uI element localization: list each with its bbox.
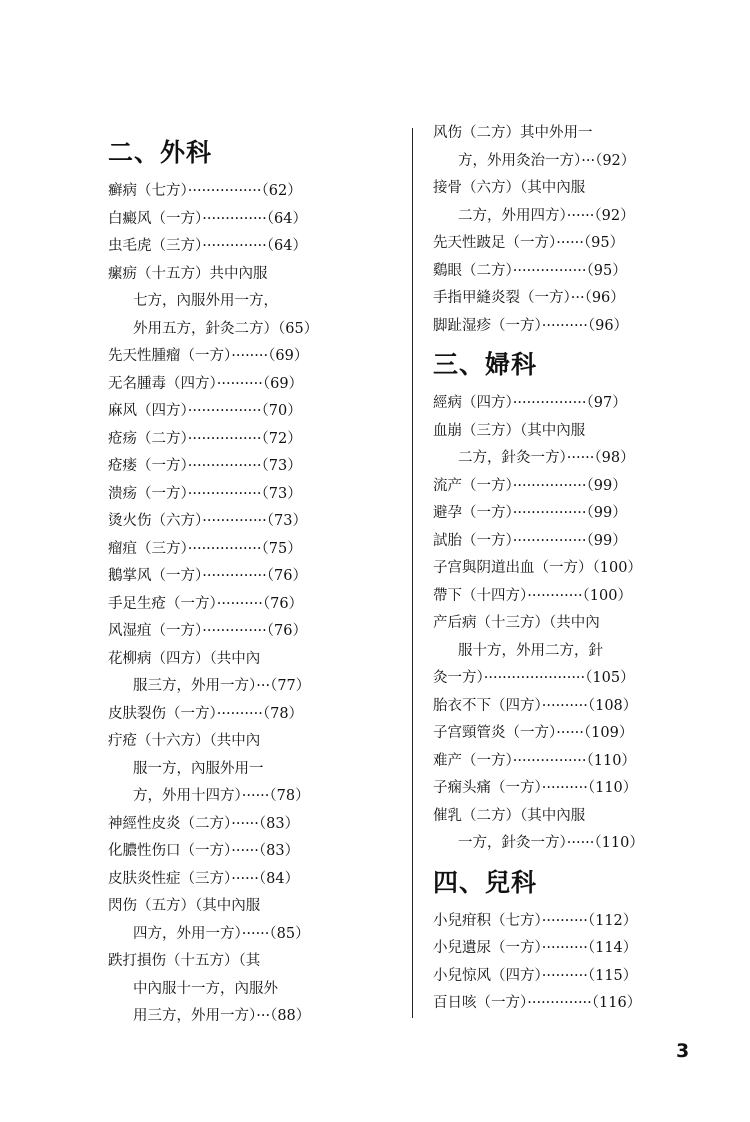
toc-entry: 百日咳（一方）··············（116） — [433, 995, 642, 1011]
toc-entry: 瘰疬（十五方）共中內服 — [108, 265, 268, 282]
toc-entry-continuation: 用三方，外用一方）···（88） — [133, 1008, 311, 1024]
toc-entry-continuation: 服十方，外用二方，針 — [458, 642, 603, 659]
toc-entry: 胎衣不下（四方）··········（108） — [433, 697, 638, 714]
toc-entry: 风湿疽（一方）··············（76） — [108, 623, 307, 639]
toc-entry: 手指甲縫炎裂（一方）···（96） — [433, 290, 625, 306]
toc-entry-continuation: 二方，針灸一方）······（98） — [458, 450, 635, 466]
toc-entry: 催乳（二方）（其中內服 — [433, 807, 586, 824]
toc-entry: 避孕（一方）················（99） — [433, 505, 627, 521]
toc-entry: 花柳病（四方）（共中內 — [108, 650, 261, 667]
toc-entry: 灸一方）······················（105） — [433, 670, 635, 686]
toc-left-column — [108, 128, 398, 1031]
toc-entry: 子宫頸管炎（一方）······（109） — [433, 725, 634, 741]
section-heading: 二、外科 — [108, 138, 213, 167]
toc-right-column — [433, 120, 723, 1018]
toc-entry-continuation: 服一方，內服外用一 — [133, 760, 264, 777]
toc-entry: 溃疡（一方）················（73） — [108, 485, 302, 502]
toc-entry: 小兒遺尿（一方）··········（114） — [433, 940, 638, 956]
toc-entry: 瘤疽（三方）················（75） — [108, 540, 302, 557]
toc-entry: 子痫头痛（一方）··········（110） — [433, 780, 638, 796]
section-heading: 四、兒科 — [433, 867, 538, 897]
toc-entry: 产后病（十三方）（共中內 — [433, 615, 600, 631]
toc-entry-continuation: 中內服十一方，內服外 — [133, 980, 278, 997]
toc-entry: 皮肤裂伤（一方）··········（78） — [108, 705, 304, 722]
toc-entry-continuation: 二方，外用四方）······（92） — [458, 207, 635, 224]
toc-entry: 試胎（一方）················（99） — [433, 532, 627, 549]
toc-entry: 神經性皮炎（二方）······（83） — [108, 815, 300, 832]
toc-entry-continuation: 方，外用灸治一方）···（92） — [458, 152, 636, 169]
toc-entry: 脚趾湿疹（一方）··········（96） — [433, 317, 629, 334]
toc-entry: 先天性腫瘤（一方）········（69） — [108, 348, 309, 364]
toc-entry: 疮瘘（一方）················（73） — [108, 458, 302, 474]
toc-entry: 血崩（三方）（其中內服 — [433, 422, 586, 439]
toc-entry: 經病（四方）················（97） — [433, 395, 627, 411]
toc-entry: 癣病（七方）················（62） — [108, 183, 302, 199]
toc-entry: 小兒惊风（四方）··········（115） — [433, 967, 638, 984]
toc-entry: 疔疮（十六方）（共中內 — [108, 733, 261, 749]
toc-entry-continuation: 一方，針灸一方）······（110） — [458, 835, 644, 851]
toc-entry-continuation: 服三方，外用一方）···（77） — [133, 678, 311, 694]
toc-entry-continuation: 七方，內服外用一方， — [133, 293, 278, 309]
toc-entry: 接骨（六方）（其中內服 — [433, 180, 586, 196]
toc-entry: 流产（一方）················（99） — [433, 477, 627, 494]
toc-entry: 化膿性伤口（一方）······（83） — [108, 843, 300, 859]
toc-entry-continuation: 方，外用十四方）······（78） — [133, 788, 310, 804]
toc-entry: 小兒疳积（七方）··········（112） — [433, 912, 638, 929]
toc-entry-continuation: 四方，外用一方）······（85） — [133, 925, 310, 942]
toc-entry: 先天性跛足（一方）······（95） — [433, 235, 625, 251]
toc-entry: 閃伤（五方）（其中內服 — [108, 898, 261, 914]
toc-entry: 麻风（四方）················（70） — [108, 403, 302, 419]
page-number: 3 — [676, 1040, 690, 1062]
toc-entry: 烫火伤（六方）··············（73） — [108, 513, 307, 529]
section-heading: 三、婦科 — [433, 350, 538, 379]
toc-entry: 虫毛虎（三方）··············（64） — [108, 238, 307, 254]
column-divider — [412, 128, 413, 1018]
toc-entry: 无名腫毒（四方）··········（69） — [108, 375, 304, 392]
toc-entry: 疮疡（二方）················（72） — [108, 430, 302, 447]
toc-entry: 风伤（二方）其中外用一 — [433, 125, 593, 141]
toc-entry: 皮肤炎性症（三方）······（84） — [108, 870, 300, 887]
toc-entry: 难产（一方）················（110） — [433, 752, 636, 769]
toc-entry: 白癜风（一方）··············（64） — [108, 210, 307, 227]
toc-entry-continuation: 外用五方，針灸二方）（65） — [133, 320, 319, 337]
toc-entry: 鷄眼（二方）················（95） — [433, 262, 627, 279]
toc-entry: 跌打損伤（十五方）（其 — [108, 953, 261, 969]
toc-entry: 子宫與阴道出血（一方）（100） — [433, 560, 642, 576]
toc-entry: 鵝掌风（一方）··············（76） — [108, 568, 307, 584]
toc-entry: 手足生疮（一方）··········（76） — [108, 595, 304, 612]
toc-entry: 帶下（十四方）············（100） — [433, 587, 632, 604]
